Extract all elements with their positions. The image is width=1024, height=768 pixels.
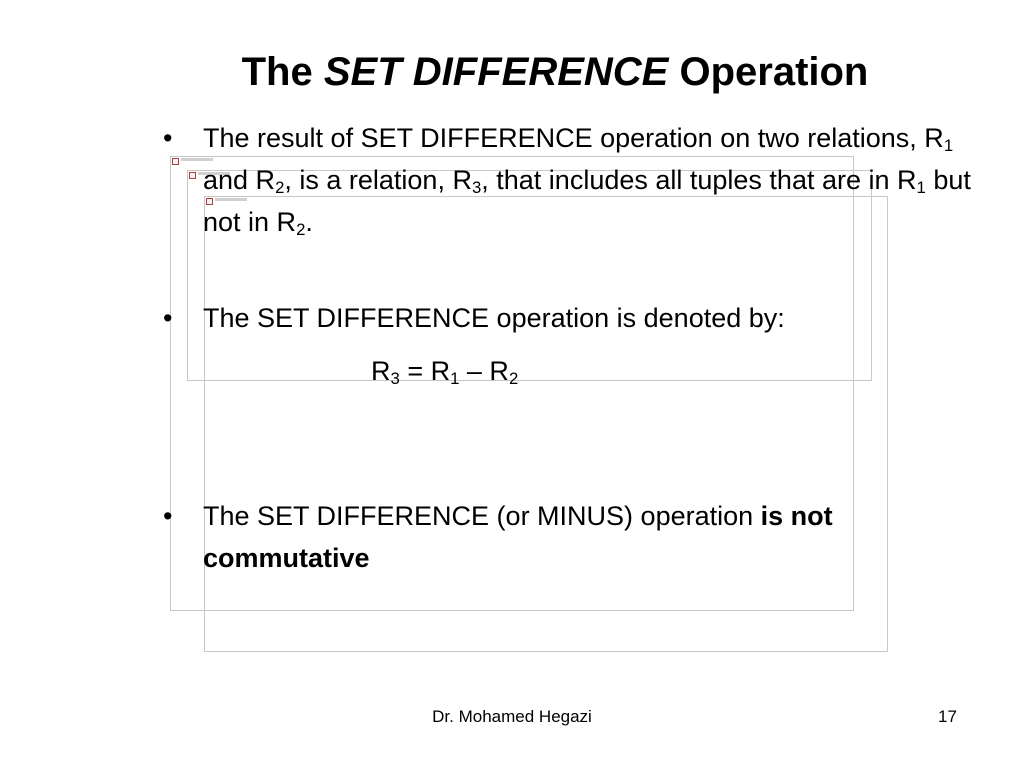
bullet-text [203, 297, 983, 339]
title-prefix: The [241, 50, 324, 94]
set-difference-formula [371, 350, 518, 392]
bullet-icon: • [163, 501, 173, 531]
bullet-icon: • [163, 303, 173, 333]
broken-image-icon [172, 158, 179, 165]
bullet-text [203, 495, 983, 579]
text-segment: but not in R [203, 165, 971, 237]
text-segment: – R [459, 356, 509, 386]
title-emphasis: SET DIFFERENCE [323, 50, 669, 94]
text-segment: , is a relation, R [284, 165, 472, 195]
text-segment: The result of SET DIFFERENCE operation on two relations, R [203, 123, 944, 153]
subscript: 2 [296, 220, 306, 240]
broken-image-icon [189, 172, 196, 179]
text-segment: R [371, 356, 391, 386]
text-segment: The SET DIFFERENCE (or MINUS) operation [203, 501, 761, 531]
subscript: 3 [471, 178, 482, 198]
subscript: 2 [508, 369, 519, 389]
subscript: 1 [943, 136, 954, 156]
bullet-icon: • [163, 123, 173, 153]
subscript: 3 [390, 369, 400, 389]
bullet-text [203, 117, 983, 243]
text-segment: = R [399, 356, 451, 386]
text-segment: The SET DIFFERENCE operation is denoted by: [203, 303, 785, 333]
text-segment: and R [203, 165, 276, 195]
emphasized-text: is not commutative [203, 501, 833, 573]
slide-title [0, 46, 1024, 98]
footer-author: Dr. Mohamed Hegazi [432, 707, 592, 726]
subscript: 2 [275, 178, 285, 198]
text-segment: , that includes all tuples that are in R [481, 165, 917, 195]
subscript: 1 [916, 178, 926, 198]
text-segment: . [305, 207, 313, 237]
page-number: 17 [938, 707, 957, 726]
title-suffix: Operation [668, 50, 869, 94]
embedded-image-frame [204, 196, 888, 652]
subscript: 1 [450, 369, 460, 389]
